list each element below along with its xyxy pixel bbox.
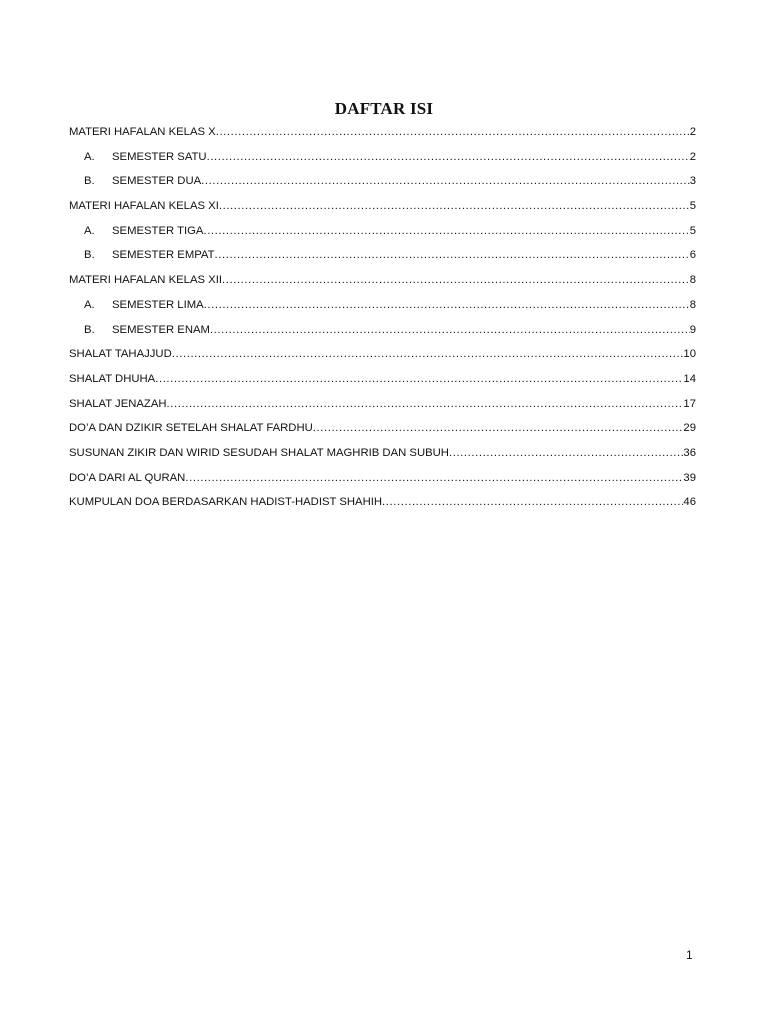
toc-entry[interactable] bbox=[69, 120, 696, 145]
toc-dot-leader bbox=[172, 342, 684, 367]
toc-dot-leader bbox=[222, 268, 690, 293]
toc-dot-leader bbox=[155, 367, 683, 392]
toc-entry-text: DO’A DAN DZIKIR SETELAH SHALAT FARDHU bbox=[69, 422, 313, 435]
toc-entry-page: 9 bbox=[689, 323, 696, 336]
toc-dot-leader bbox=[204, 293, 690, 318]
toc-entry[interactable] bbox=[69, 392, 696, 417]
toc-entry-page: 8 bbox=[689, 298, 696, 311]
toc-entry-text: SUSUNAN ZIKIR DAN WIRID SESUDAH SHALAT MAGHRIB DAN SUBUH bbox=[69, 446, 449, 459]
toc-entry[interactable] bbox=[69, 367, 696, 392]
toc-entry[interactable] bbox=[69, 441, 696, 466]
toc-entry[interactable] bbox=[69, 268, 696, 293]
toc-entry-letter: A. bbox=[84, 150, 95, 163]
toc-entry[interactable] bbox=[69, 169, 696, 194]
toc-dot-leader bbox=[219, 194, 690, 219]
page-title: DAFTAR ISI bbox=[334, 99, 434, 118]
toc-entry-text: SEMESTER TIGA bbox=[112, 224, 204, 237]
toc-entry-page: 8 bbox=[689, 274, 696, 287]
toc-entry-letter: A. bbox=[84, 224, 95, 237]
toc-dot-leader bbox=[210, 318, 690, 343]
toc-entry[interactable] bbox=[69, 243, 696, 268]
toc-entry-page: 6 bbox=[689, 249, 696, 262]
toc-entry[interactable] bbox=[69, 194, 696, 219]
toc-dot-leader bbox=[382, 490, 683, 515]
toc-dot-leader bbox=[185, 466, 683, 491]
toc-entry[interactable] bbox=[69, 318, 696, 343]
toc-dot-leader bbox=[313, 416, 684, 441]
toc-entry-letter: A. bbox=[84, 298, 95, 311]
toc-entry-letter: B. bbox=[84, 323, 95, 336]
toc-entry[interactable] bbox=[69, 466, 696, 491]
toc-entry-page: 5 bbox=[689, 224, 696, 237]
toc-entry-text: SEMESTER ENAM bbox=[112, 323, 210, 336]
toc-entry-page: 14 bbox=[683, 372, 696, 385]
toc-dot-leader bbox=[167, 392, 684, 417]
toc-entry[interactable] bbox=[69, 416, 696, 441]
toc-dot-leader bbox=[215, 243, 690, 268]
toc-entry[interactable] bbox=[69, 342, 696, 367]
toc-entry-page: 29 bbox=[683, 422, 696, 435]
toc-entry-text: SEMESTER EMPAT bbox=[112, 249, 215, 262]
toc-entry-page: 2 bbox=[689, 126, 696, 138]
toc-dot-leader bbox=[207, 145, 690, 170]
toc-entry-text: SEMESTER SATU bbox=[112, 150, 207, 163]
toc-dot-leader bbox=[201, 169, 690, 194]
table-of-contents bbox=[69, 120, 696, 515]
toc-dot-leader bbox=[449, 441, 683, 466]
toc-entry-page: 39 bbox=[683, 471, 696, 484]
toc-entry-page: 3 bbox=[689, 175, 696, 188]
toc-entry[interactable] bbox=[69, 219, 696, 244]
toc-entry[interactable] bbox=[69, 490, 696, 515]
toc-entry-page: 5 bbox=[689, 200, 696, 213]
toc-entry-text: SEMESTER LIMA bbox=[112, 298, 204, 311]
toc-entry-text: MATERI HAFALAN KELAS X bbox=[69, 126, 216, 138]
toc-entry-page: 17 bbox=[683, 397, 696, 410]
toc-dot-leader bbox=[203, 219, 689, 244]
toc-entry-letter: B. bbox=[84, 175, 95, 188]
toc-entry-page: 10 bbox=[683, 348, 696, 361]
toc-entry-page: 36 bbox=[683, 446, 696, 459]
toc-entry-page: 2 bbox=[689, 150, 696, 163]
page-number: 1 bbox=[686, 948, 693, 962]
toc-entry[interactable] bbox=[69, 293, 696, 318]
toc-entry-text: SHALAT DHUHA bbox=[69, 372, 156, 385]
toc-entry-text: MATERI HAFALAN KELAS XII bbox=[69, 274, 222, 287]
toc-entry-text: SHALAT JENAZAH bbox=[69, 397, 167, 410]
toc-dot-leader bbox=[216, 120, 690, 145]
toc-entry-text: KUMPULAN DOA BERDASARKAN HADIST-HADIST SHAHIH bbox=[69, 496, 383, 509]
toc-entry-text: SEMESTER DUA bbox=[112, 175, 202, 188]
toc-entry-text: SHALAT TAHAJJUD bbox=[69, 348, 172, 361]
toc-entry[interactable] bbox=[69, 145, 696, 170]
toc-entry-page: 46 bbox=[683, 496, 696, 509]
toc-entry-text: MATERI HAFALAN KELAS XI bbox=[69, 200, 219, 213]
toc-entry-text: DO’A DARI AL QURAN bbox=[69, 471, 186, 484]
toc-entry-letter: B. bbox=[84, 249, 95, 262]
